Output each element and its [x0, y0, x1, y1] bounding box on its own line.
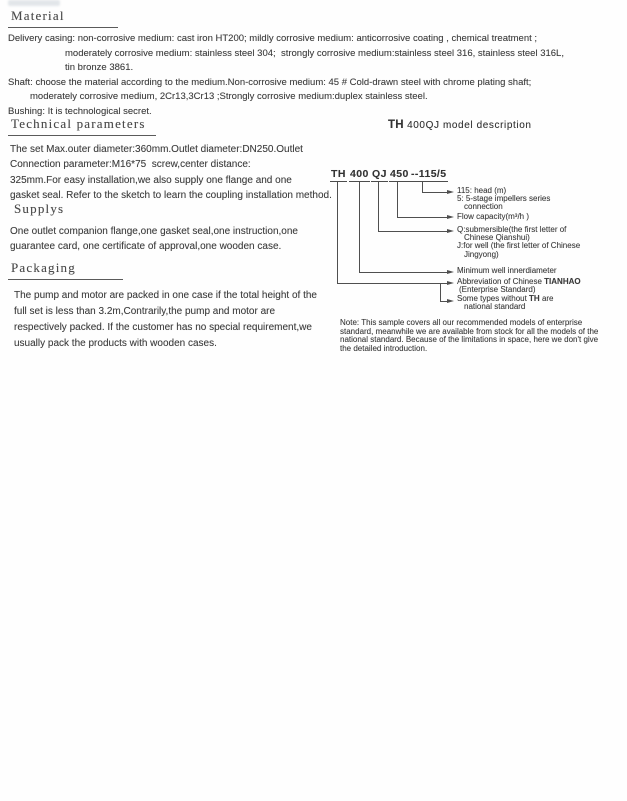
connector-line [337, 283, 447, 284]
scan-artifact [8, 0, 60, 6]
label-national-standard: Some types without TH are national standard [457, 294, 554, 312]
text-line: moderately corrosive medium: stainless steel 304; strongly corrosive medium:stainless steel 316, stainless steel 316L, [65, 47, 564, 59]
connector-line [422, 192, 447, 193]
section-material [8, 8, 608, 120]
connector-line [359, 272, 447, 273]
text-line: Delivery casing: non-corrosive medium: cast iron HT200; mildly corrosive medium: anticorrosive coating , chemical treatment ; [8, 33, 538, 44]
label-flow-capacity: Flow capacity(m³/h ) [457, 212, 530, 221]
label-abbreviation: Abbreviation of Chinese TIANHAO (Enterprise Standard) [457, 277, 581, 295]
text-line: Bushing: It is technological secret. [8, 105, 152, 117]
model-token-400: 400 [350, 168, 369, 180]
connector-line [359, 182, 360, 272]
text-line: tin bronze 3861. [65, 62, 134, 74]
section-supplys [8, 201, 338, 255]
label-head: 115: head (m) 5: 5-stage impellers series connection [457, 186, 551, 212]
section-packaging [8, 260, 338, 352]
arrow-right-icon [447, 215, 454, 219]
section-heading-packaging: Packaging [8, 260, 123, 280]
section-heading-material: Material [8, 8, 118, 28]
text-line: full set is less than 3.2m,Contrarily,the pump and motor are [14, 306, 276, 317]
connector-line [378, 182, 379, 231]
text-line: respectively packed. If the customer has no special requirement,we [14, 322, 312, 333]
model-token-qj: QJ [372, 168, 387, 180]
connector-line [440, 301, 447, 302]
label-submersible: Q:submersible(the first letter of Chinese Qianshui) J:for well (the first letter of Chinese Jingyong) [457, 225, 581, 259]
label-well-diameter: Minimum well innerdiameter [457, 266, 557, 275]
connector-line [397, 182, 398, 217]
text-line: The pump and motor are packed in one case if the total height of the [14, 290, 317, 301]
section-technical-parameters [8, 116, 338, 203]
diagram-title-prefix: TH [388, 119, 404, 131]
arrow-right-icon [447, 281, 454, 285]
text-line: moderately corrosive medium, 2Cr13,3Cr13 ;Strongly corrosive medium:duplex stainless steel. [30, 91, 428, 103]
diagram-note: Note: This sample covers all our recommended models of enterprise standard, meanwhile we are available from stock for all the models of the national standard. Because of the limitations in space, here we don't give the detailed introduction. [340, 318, 599, 353]
text-line: 325mm.For easy installation,we also supply one flange and one [10, 174, 292, 186]
connector-line [397, 217, 447, 218]
connector-line [440, 283, 441, 301]
arrow-right-icon [447, 190, 454, 194]
text-line: Shaft: choose the material according to the medium.Non-corrosive medium: 45 # Cold-drawn steel with chrome plating shaft; [8, 76, 532, 88]
diagram-title [388, 119, 532, 131]
arrow-right-icon [447, 270, 454, 274]
model-token-115-5: --115/5 [411, 168, 447, 180]
section-heading-technical-parameters: Technical parameters [8, 116, 156, 136]
model-token-450: 450 [390, 168, 409, 180]
connector-line [378, 231, 447, 232]
text-line: gasket seal. Refer to the sketch to learn the coupling installation method. [10, 189, 332, 201]
arrow-right-icon [447, 299, 454, 303]
text-line: usually pack the products with wooden cases. [14, 338, 217, 349]
text-line: One outlet companion flange,one gasket seal,one instruction,one [10, 226, 298, 237]
connector-line [422, 182, 423, 192]
text-line: The set Max.outer diameter:360mm.Outlet diameter:DN250.Outlet [10, 144, 303, 155]
section-heading-supplys: Supplys [14, 201, 65, 216]
text-line: guarantee card, one certificate of approval,one wooden case. [10, 241, 282, 253]
diagram-title-rest: 400QJ model description [403, 120, 532, 131]
model-token-th: TH [331, 168, 346, 180]
arrow-right-icon [447, 229, 454, 233]
connector-line [337, 182, 338, 283]
text-line: Connection parameter:M16*75 screw,center distance: [10, 159, 251, 171]
